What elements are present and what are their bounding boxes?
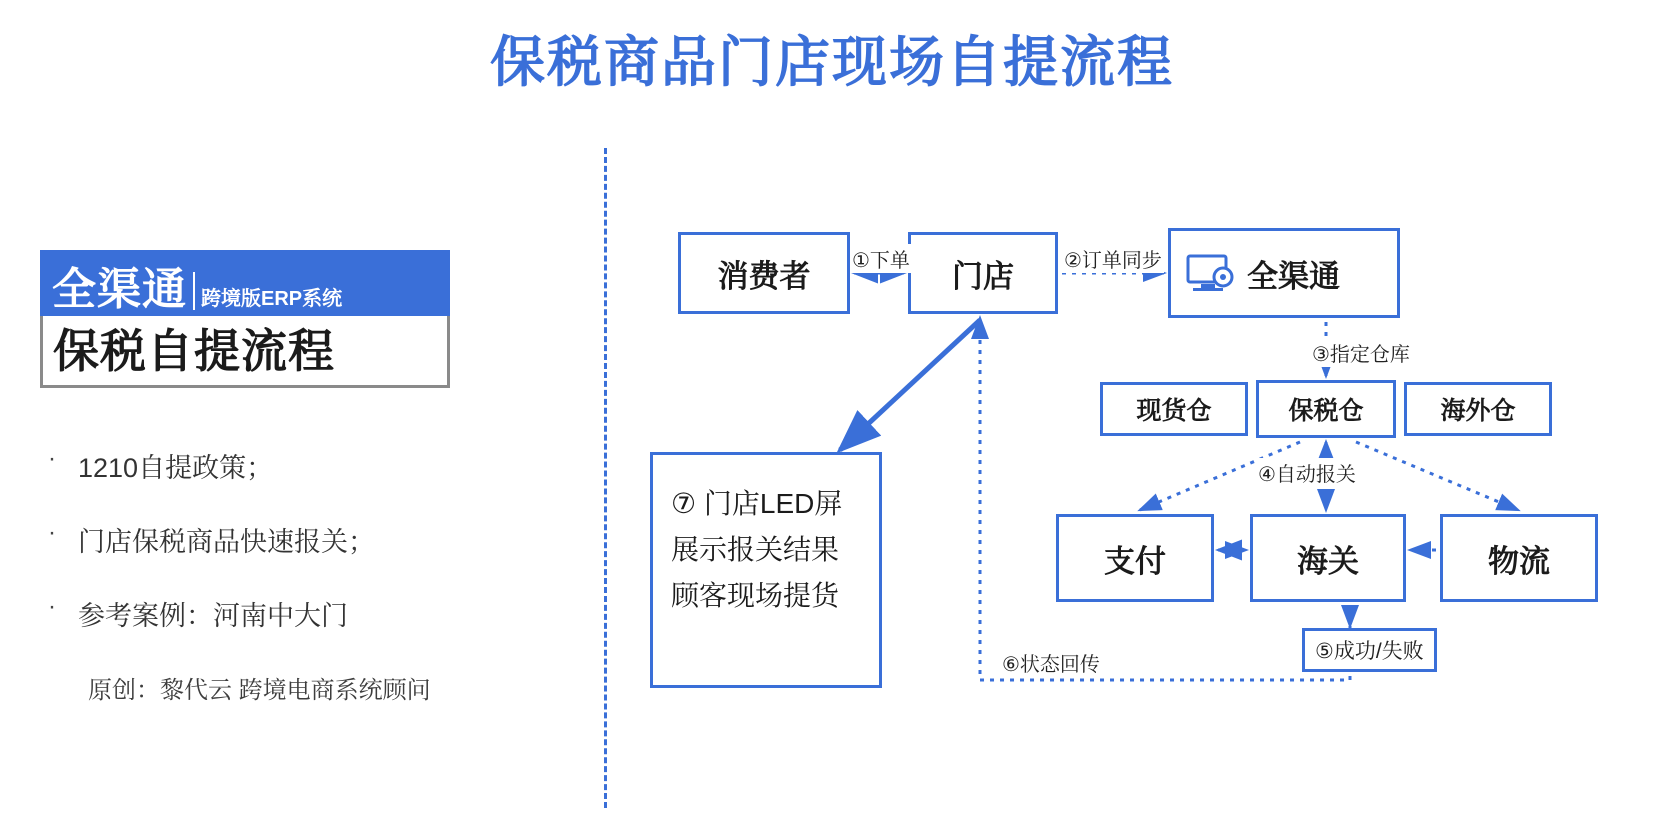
vertical-divider <box>604 148 607 808</box>
node-payment: 支付 <box>1056 514 1214 602</box>
flow-diagram <box>650 140 1650 820</box>
list-item-label: 门店保税商品快速报关； <box>78 527 375 557</box>
list-item <box>48 594 348 633</box>
credit-text: 原创：黎代云 跨境电商系统顾问 <box>88 677 431 704</box>
brand-logo-top <box>40 250 450 316</box>
node-led-line-3: 顾客现场提货 <box>671 580 840 612</box>
edge-label-order: ①下单 <box>850 244 912 273</box>
brand-divider <box>193 272 195 310</box>
bullet-icon: · <box>48 445 56 472</box>
node-led-line-1: ⑦ 门店LED屏 <box>671 488 843 519</box>
edge-label-success-fail: ⑤成功/失败 <box>1302 628 1437 672</box>
bullet-icon: · <box>48 593 56 620</box>
left-panel <box>0 230 560 770</box>
bullet-icon: · <box>48 519 56 546</box>
node-led-screen <box>650 452 882 688</box>
edge-label-auto-declare: ④自动报关 <box>1256 458 1358 487</box>
brand-name: 全渠通 <box>52 265 187 314</box>
node-logistics: 物流 <box>1440 514 1598 602</box>
node-stock-warehouse: 现货仓 <box>1100 382 1248 436</box>
page-title: 保税商品门店现场自提流程 <box>489 31 1174 93</box>
monitor-gear-icon <box>1185 253 1237 293</box>
list-item <box>48 446 273 485</box>
node-omni-label: 全渠通 <box>1247 258 1340 294</box>
brand-subname: 跨境版ERP系统 <box>201 288 343 310</box>
edge-label-status-return: ⑥状态回传 <box>1000 648 1102 677</box>
brand-logo-bottom <box>40 316 450 388</box>
node-bonded-warehouse: 保税仓 <box>1256 380 1396 438</box>
edge-label-order-sync: ②订单同步 <box>1062 244 1164 273</box>
node-omni <box>1168 228 1400 318</box>
list-item-label: 1210自提政策； <box>78 453 274 483</box>
edge-label-assign-warehouse: ③指定仓库 <box>1310 338 1412 367</box>
node-led-line-2: 展示报关结果 <box>671 534 840 566</box>
node-store: 门店 <box>908 232 1058 314</box>
node-overseas-warehouse: 海外仓 <box>1404 382 1552 436</box>
node-customs: 海关 <box>1250 514 1406 602</box>
brand-logo <box>40 250 450 388</box>
list-item <box>48 520 375 559</box>
list-item-label: 参考案例：河南中大门 <box>78 601 348 631</box>
brand-subtitle: 保税自提流程 <box>53 324 335 377</box>
node-consumer: 消费者 <box>678 232 850 314</box>
